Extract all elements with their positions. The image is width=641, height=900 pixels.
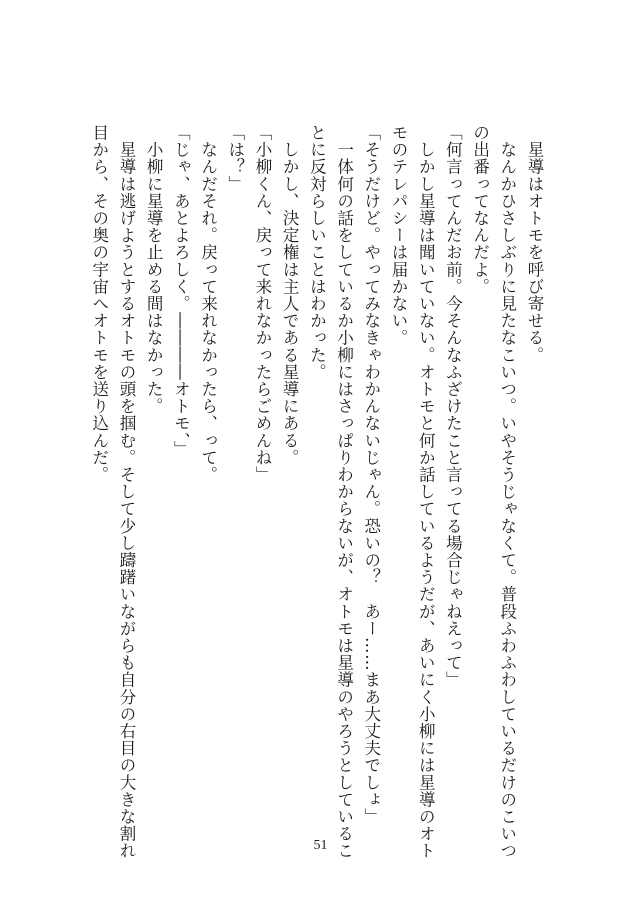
text-line: しかし、決定権は主人である星導にある。 bbox=[280, 124, 300, 466]
text-line: 星導はオトモを呼び寄せる。 bbox=[525, 124, 544, 364]
text-line: なんかひさしぶりに見たなこいつ。いやそうじゃなくて。普段ふわふわしているだけのこいつ bbox=[497, 124, 517, 860]
text-line: 小柳に星導を止める間はなかった。 bbox=[144, 124, 164, 415]
text-line: の出番ってなんだよ。 bbox=[470, 124, 490, 295]
text-line: 一体何の話をしているか小柳にはさっぱりわからないが、オトモは星導のやろうとしているこ bbox=[334, 124, 354, 860]
text-line: 「じゃ、あとよろしく。――――オトモ、」 bbox=[171, 124, 191, 458]
page-number: 51 bbox=[313, 838, 328, 853]
text-line: 目から、その奥の宇宙へオトモを送り込んだ。 bbox=[89, 124, 109, 484]
text-line: 「そうだけど。やってみなきゃわかんないじゃん。恐いの？ あー……まあ大丈夫でしょ」 bbox=[361, 124, 381, 826]
text-line: しかし星導は聞いていない。オトモと何か話しているようだが、あいにく小柳には星導のオト bbox=[416, 124, 436, 860]
text-line: 「は？」 bbox=[225, 124, 245, 193]
text-line: 「小柳くん、戻って来れなかったらごめんね」 bbox=[252, 124, 272, 484]
text-line: 星導は逃げようとするオトモの頭を掴む。そして少し躊躇いながらも自分の右目の大きな割れ bbox=[116, 124, 136, 860]
text-line: 「何言ってんだお前。今そんなふざけたこと言ってる場合じゃねえって」 bbox=[443, 124, 463, 689]
text-line: なんだそれ。戻って来れなかったら、って。 bbox=[198, 124, 218, 484]
text-line: モのテレパシーは届かない。 bbox=[388, 124, 408, 347]
text-line: とに反対らしいことはわかった。 bbox=[307, 124, 327, 381]
